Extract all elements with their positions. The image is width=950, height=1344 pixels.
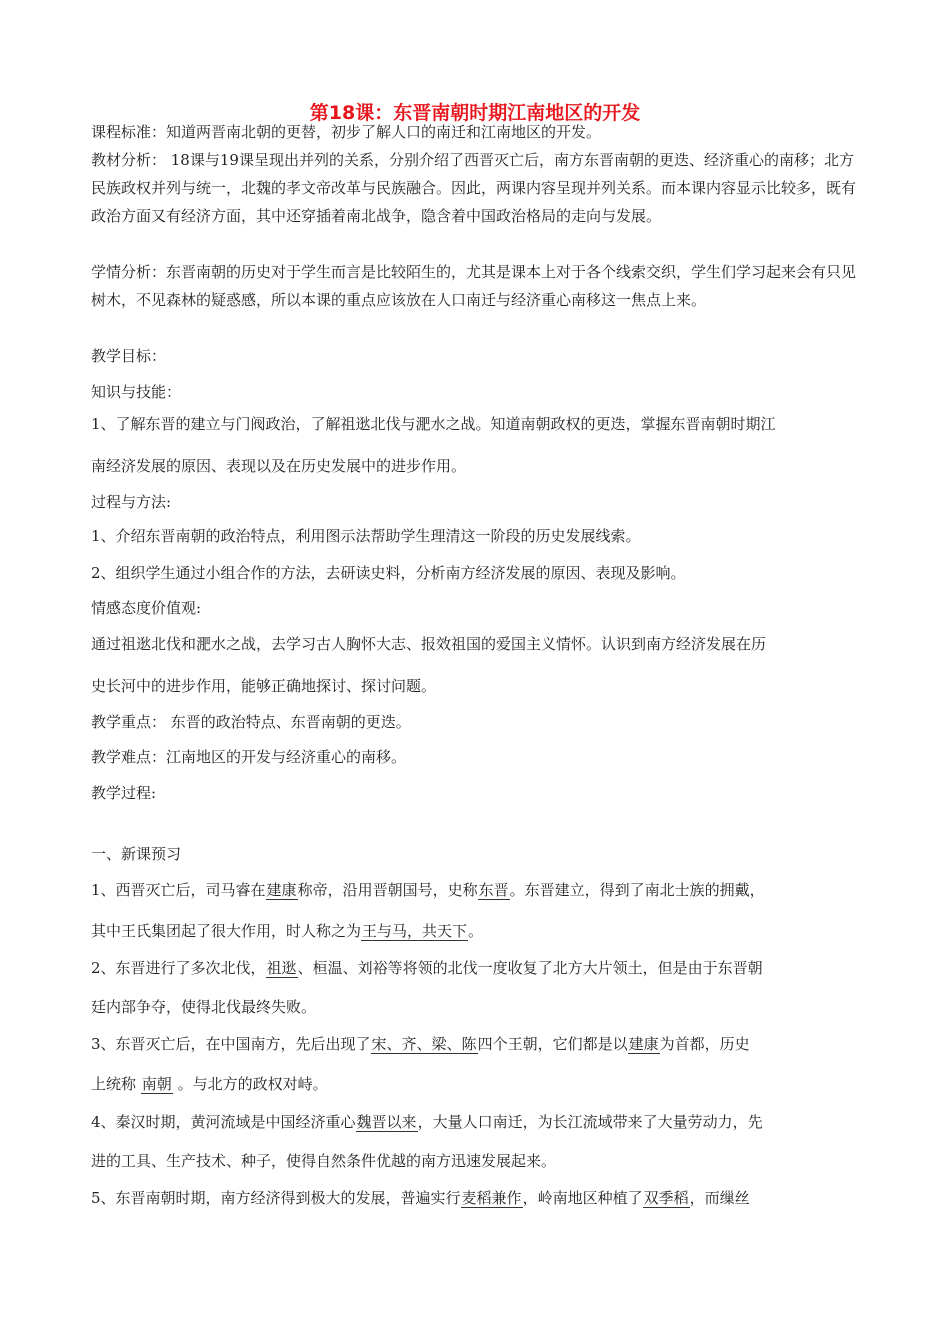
question-4-cont: 进的工具、生产技术、种子，使得自然条件优越的南方迅速发展起来。 (91, 1152, 557, 1170)
question-1-cont (91, 921, 891, 941)
question-3 (91, 1034, 891, 1054)
knowledge-item-1-cont: 南经济发展的原因、表现以及在历史发展中的进步作用。 (91, 457, 467, 475)
question-3-cont (91, 1074, 891, 1094)
q1-text-3: 。东晋建立，得到了南北士族的拥戴， (509, 881, 765, 899)
q3-text-3: 为首都，历史 (659, 1035, 750, 1053)
q3-blank-1: 宋、齐、梁、陈 (371, 1035, 477, 1053)
process-method-heading: 过程与方法: (91, 493, 172, 511)
key-point: 教学重点： 东晋的政治特点、东晋南朝的更迭。 (91, 713, 411, 731)
attitude-text: 通过祖逖北伐和淝水之战，去学习古人胸怀大志、报效祖国的爱国主义情怀。认识到南方经济发展在历 (91, 635, 767, 653)
q1-text-4: 其中王氏集团起了很大作用，时人称之为 (91, 922, 362, 940)
course-standard: 课程标准：知道两晋南北朝的更替，初步了解人口的南迁和江南地区的开发。 (91, 123, 602, 141)
process-item-1: 1、介绍东晋南朝的政治特点，利用图示法帮助学生理清这一阶段的历史发展线索。 (91, 527, 641, 545)
student-analysis: 学情分析：东晋南朝的历史对于学生而言是比较陌生的，尤其是课本上对于各个线索交织，学生们学习起来会有只见树木，不见森林的疑惑感，所以本课的重点应该放在人口南迁与经济重心南移这一焦点上来。 (91, 263, 857, 309)
q4-blank-1: 魏晋以来 (356, 1113, 417, 1131)
attitude-heading: 情感态度价值观: (91, 599, 202, 617)
q5-blank-2: 双季稻 (643, 1189, 689, 1207)
knowledge-item-1: 1、了解东晋的建立与门阀政治，了解祖逖北伐与淝水之战。知道南朝政权的更迭，掌握东晋南朝时期江 (91, 415, 776, 433)
q3-blank-2: 建康 (628, 1035, 659, 1053)
teaching-goals-heading: 教学目标： (91, 347, 167, 365)
q4-text-1: 4、秦汉时期，黄河流域是中国经济重心 (91, 1113, 356, 1131)
q1-text-1: 1、西晋灭亡后，司马睿在 (91, 881, 266, 899)
page-title: 第18课：东晋南朝时期江南地区的开发 (309, 102, 641, 124)
q1-blank-3: 王与马，共天下 (362, 922, 468, 940)
question-5 (91, 1188, 891, 1208)
q3-text-1: 3、东晋灭亡后，在中国南方，先后出现了 (91, 1035, 371, 1053)
attitude-text-cont: 史长河中的进步作用，能够正确地探讨、探讨问题。 (91, 677, 437, 695)
q3-blank-3: 南朝 (141, 1075, 172, 1093)
q1-text-2: 称帝，沿用晋朝国号，史称 (297, 881, 478, 899)
q1-blank-1: 建康 (266, 881, 297, 899)
q1-blank-2: 东晋 (478, 881, 509, 899)
process-item-2: 2、组织学生通过小组合作的方法，去研读史料，分析南方经济发展的原因、表现及影响。 (91, 564, 686, 582)
question-2-cont: 廷内部争夺，使得北伐最终失败。 (91, 998, 317, 1016)
q3-text-2: 四个王朝，它们都是以 (477, 1035, 628, 1053)
q5-text-1: 5、东晋南朝时期，南方经济得到极大的发展，普遍实行 (91, 1189, 461, 1207)
q1-text-5: 。 (468, 922, 484, 940)
textbook-analysis: 教材分析： 18课与19课呈现出并列的关系，分别介绍了西晋灭亡后，南方东晋南朝的更迭、经济重心的南移；北方民族政权并列与统一，北魏的孝文帝改革与民族融合。因此，两课内容呈现并列关系。而本课内容显示比较多，既有政治方面又有经济方面，其中还穿插着南北战争，隐含着中国政治格局的走向与发展。 (91, 151, 857, 225)
q5-text-3: ，而缫丝 (689, 1189, 750, 1207)
q2-blank-1: 祖逖 (266, 959, 297, 977)
q2-text-1: 2、东晋进行了多次北伐， (91, 959, 266, 977)
q4-text-2: ，大量人口南迁，为长江流域带来了大量劳动力，先 (417, 1113, 763, 1131)
preview-heading: 一、新课预习 (91, 845, 182, 863)
difficulty-point: 教学难点：江南地区的开发与经济重心的南移。 (91, 748, 407, 766)
q5-text-2: ，岭南地区种植了 (522, 1189, 643, 1207)
q2-text-2: 、桓温、刘裕等将领的北伐一度收复了北方大片领土，但是由于东晋朝 (297, 959, 763, 977)
question-4 (91, 1112, 891, 1132)
q3-text-5: 。与北方的政权对峙。 (177, 1075, 328, 1093)
q5-blank-1: 麦稻兼作 (461, 1189, 522, 1207)
question-1 (91, 880, 891, 900)
q3-text-4: 上统称 (91, 1075, 137, 1093)
teaching-process-label: 教学过程: (91, 784, 157, 802)
knowledge-skills-heading: 知识与技能： (91, 383, 182, 401)
question-2 (91, 958, 891, 978)
